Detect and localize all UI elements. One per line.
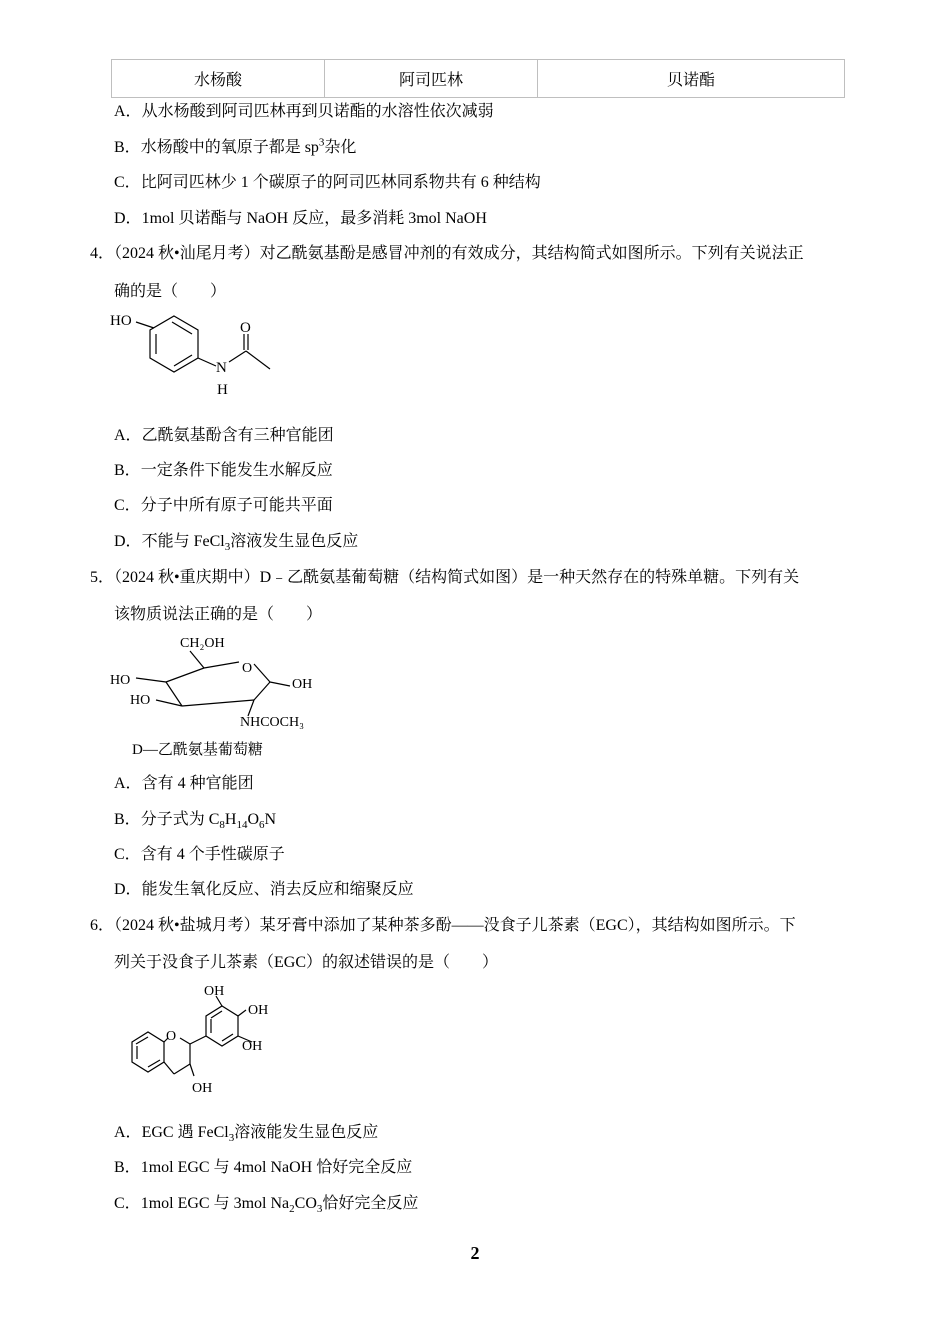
oh-right-label-1: OH [248,1003,269,1018]
h-label: H [217,382,228,398]
q4-option-d: D．不能与 FeCl$_3$溶液发生显色反应 [114,533,359,554]
q6-option-c: C．1mol EGC 与 3mol $Na_2CO_3$恰好完全反应 [114,1195,419,1216]
q6-stem-line2: 列关于没食子儿茶素（EGC）的叙述错误的是（ ） [114,954,499,971]
q3-option-a: A．从水杨酸到阿司匹林再到贝诺酯的水溶性依次减弱 [114,103,494,120]
ho-label-2: HO [130,693,151,708]
q6-stem: 6．（2024 秋•盐城月考）某牙膏中添加了某种茶多酚——没食子儿茶素（EGC），其结构如图所示。下 [90,917,796,934]
oh-label: OH [292,677,313,692]
oh-top-label: OH [204,984,225,999]
o-label: O [240,320,251,336]
q5-option-c: C．含有 4 个手性碳原子 [114,846,285,863]
ring-o-label: O [242,661,253,676]
q4-stem-line2: 确的是（ ） [114,283,227,300]
ho-label: HO [110,313,132,329]
q5-option-d: D．能发生氧化反应、消去反应和缩聚反应 [114,881,414,898]
table-cell: 阿司匹林 [325,60,538,98]
oh-right-label-2: OH [242,1039,263,1054]
n-label: N [216,360,227,376]
q6-option-a: A．EGC 遇 FeCl$_3$溶液能发生显色反应 [114,1124,379,1145]
q3-option-b: B．水杨酸中的氧原子都是 $sp^3$杂化 [114,136,357,156]
ring-o-label: O [166,1029,177,1044]
ch2oh-label: CH₂OH [180,636,225,651]
q4-option-b: B．一定条件下能发生水解反应 [114,462,333,479]
q5-option-b: B．分子式为 $C_8H_{14}O_6N$ [114,811,277,832]
glucosamine-structure [108,630,328,734]
figure-caption: D—乙酰氨基葡萄糖 [132,742,263,758]
compound-table [111,59,845,98]
table-cell: 贝诺酯 [538,60,845,98]
q5-stem-line2: 该物质说法正确的是（ ） [114,606,323,623]
q6-option-b: B．1mol EGC 与 4mol NaOH 恰好完全反应 [114,1159,413,1176]
q4-option-c: C．分子中所有原子可能共平面 [114,497,333,514]
q4-stem: 4．（2024 秋•汕尾月考）对乙酰氨基酚是感冒冲剂的有效成分，其结构简式如图所示。下列有关说法正 [90,245,804,262]
table-row [112,60,845,98]
nhcoch3-label: NHCOCH₃ [240,715,304,730]
page-number: 2 [470,1243,480,1263]
acetaminophen-structure [108,310,288,400]
table-cell: 水杨酸 [112,60,325,98]
q4-option-a: A．乙酰氨基酚含有三种官能团 [114,427,334,444]
q5-stem: 5．（2024 秋•重庆期中）D﹣乙酰氨基葡萄糖（结构简式如图）是一种天然存在的特殊单糖。下列有关 [90,569,800,586]
q3-option-c: C．比阿司匹林少 1 个碳原子的阿司匹林同系物共有 6 种结构 [114,174,541,191]
q5-option-a: A．含有 4 种官能团 [114,775,254,792]
q3-option-d: D．1mol 贝诺酯与 NaOH 反应，最多消耗 3mol NaOH [114,210,487,227]
ho-label-1: HO [110,673,131,688]
oh-bottom-label: OH [192,1081,213,1096]
egc-structure [108,980,278,1100]
